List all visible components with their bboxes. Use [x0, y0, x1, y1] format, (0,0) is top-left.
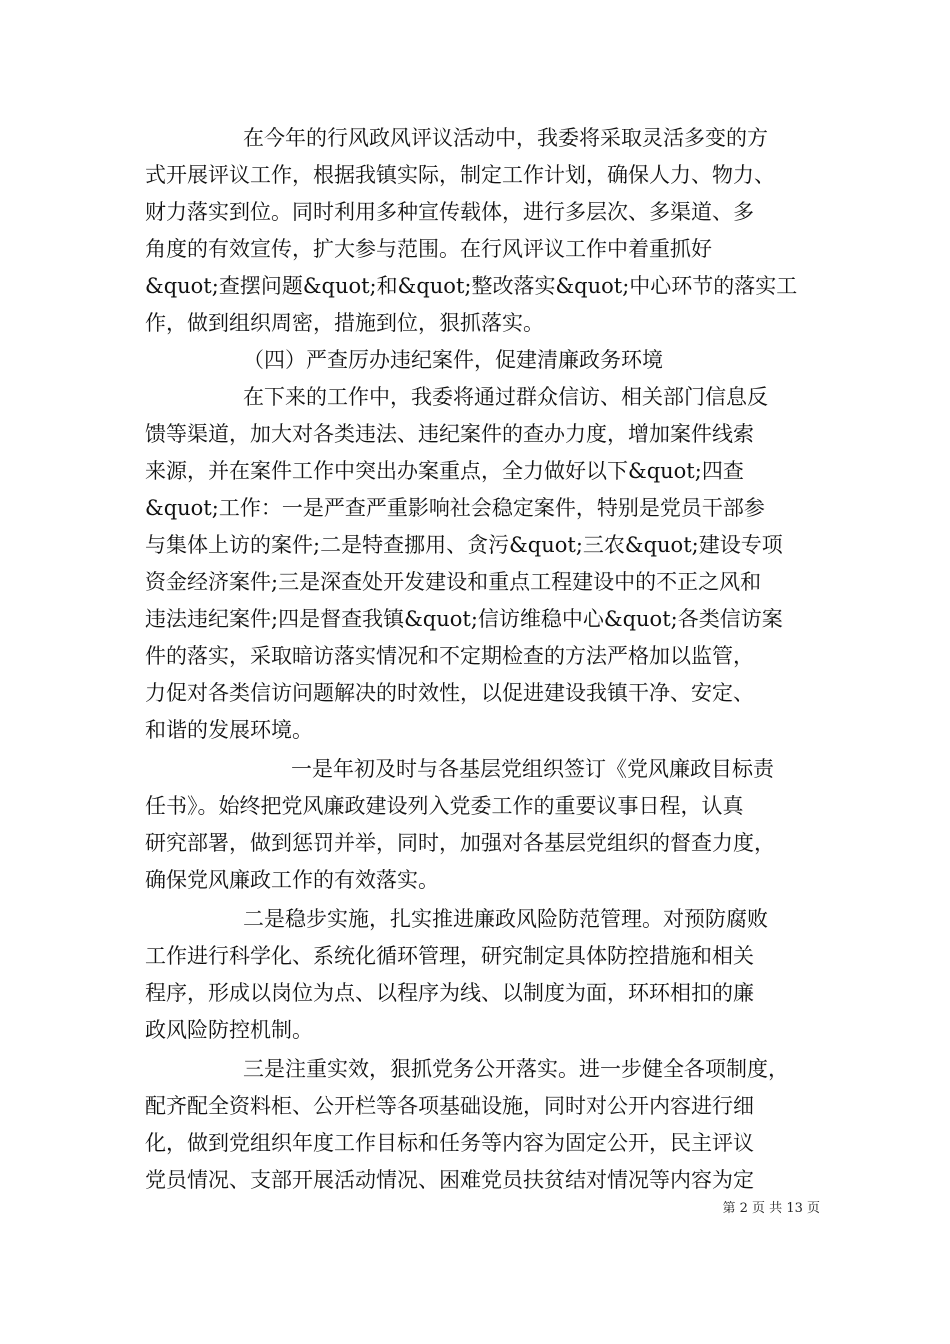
paragraph-4-line-2: 任书》。始终把党风廉政建设列入党委工作的重要议事日程，认真 — [145, 794, 744, 818]
paragraph-3-line-9: 力促对各类信访问题解决的时效性，以促进建设我镇干净、安定、 — [145, 681, 754, 705]
paragraph-3-line-3: 来源，并在案件工作中突出办案重点，全力做好以下&quot;四查 — [145, 459, 744, 483]
paragraph-4-line-4: 确保党风廉政工作的有效落实。 — [145, 868, 439, 892]
paragraph-3-line-1: 在下来的工作中，我委将通过群众信访、相关部门信息反 — [243, 385, 768, 409]
paragraph-3-line-5: 与集体上访的案件;二是特查挪用、贪污&quot;三农&quot;建设专项 — [145, 533, 783, 557]
paragraph-1-line-3: 财力落实到位。同时利用多种宣传载体，进行多层次、多渠道、多 — [145, 200, 754, 224]
paragraph-1-line-2: 式开展评议工作，根据我镇实际，制定工作计划，确保人力、物力、 — [145, 163, 775, 187]
paragraph-5-line-2: 工作进行科学化、系统化循环管理，研究制定具体防控措施和相关 — [145, 944, 754, 968]
paragraph-3-line-6: 资金经济案件;三是深查处开发建设和重点工程建设中的不正之风和 — [145, 570, 762, 594]
section-heading: （四）严查厉办违纪案件，促建清廉政务环境 — [243, 348, 663, 372]
paragraph-4-line-3: 研究部署，做到惩罚并举，同时，加强对各基层党组织的督查力度， — [145, 831, 775, 855]
paragraph-6-line-3: 化，做到党组织年度工作目标和任务等内容为固定公开，民主评议 — [145, 1131, 754, 1155]
paragraph-1-line-6: 作，做到组织周密，措施到位，狠抓落实。 — [145, 311, 544, 335]
paragraph-6-line-4: 党员情况、支部开展活动情况、困难党员扶贫结对情况等内容为定 — [145, 1168, 754, 1192]
paragraph-3-line-4: &quot;工作：一是严查严重影响社会稳定案件，特别是党员干部参 — [145, 496, 765, 520]
paragraph-3-line-2: 馈等渠道，加大对各类违法、违纪案件的查办力度，增加案件线索 — [145, 422, 754, 446]
paragraph-1-line-1: 在今年的行风政风评议活动中，我委将采取灵活多变的方 — [243, 126, 768, 150]
paragraph-3-line-10: 和谐的发展环境。 — [145, 718, 313, 742]
paragraph-5-line-1: 二是稳步实施，扎实推进廉政风险防范管理。对预防腐败 — [243, 907, 768, 931]
paragraph-5-line-3: 程序，形成以岗位为点、以程序为线、以制度为面，环环相扣的廉 — [145, 981, 754, 1005]
paragraph-5-line-4: 政风险防控机制。 — [145, 1018, 313, 1042]
paragraph-6-line-2: 配齐配全资料柜、公开栏等各项基础设施，同时对公开内容进行细 — [145, 1094, 754, 1118]
paragraph-6-line-1: 三是注重实效，狠抓党务公开落实。进一步健全各项制度， — [243, 1057, 789, 1081]
paragraph-3-line-8: 件的落实，采取暗访落实情况和不定期检查的方法严格加以监管， — [145, 644, 754, 668]
paragraph-1-line-5: &quot;查摆问题&quot;和&quot;整改落实&quot;中心环节的落实工 — [145, 274, 798, 298]
paragraph-3-line-7: 违法违纪案件;四是督查我镇&quot;信访维稳中心&quot;各类信访案 — [145, 607, 783, 631]
paragraph-4-line-1: 一是年初及时与各基层党组织签订《党风廉政目标责 — [291, 757, 774, 781]
paragraph-1-line-4: 角度的有效宣传，扩大参与范围。在行风评议工作中着重抓好 — [145, 237, 712, 261]
page-number-footer: 第 2 页 共 13 页 — [722, 1201, 820, 1216]
